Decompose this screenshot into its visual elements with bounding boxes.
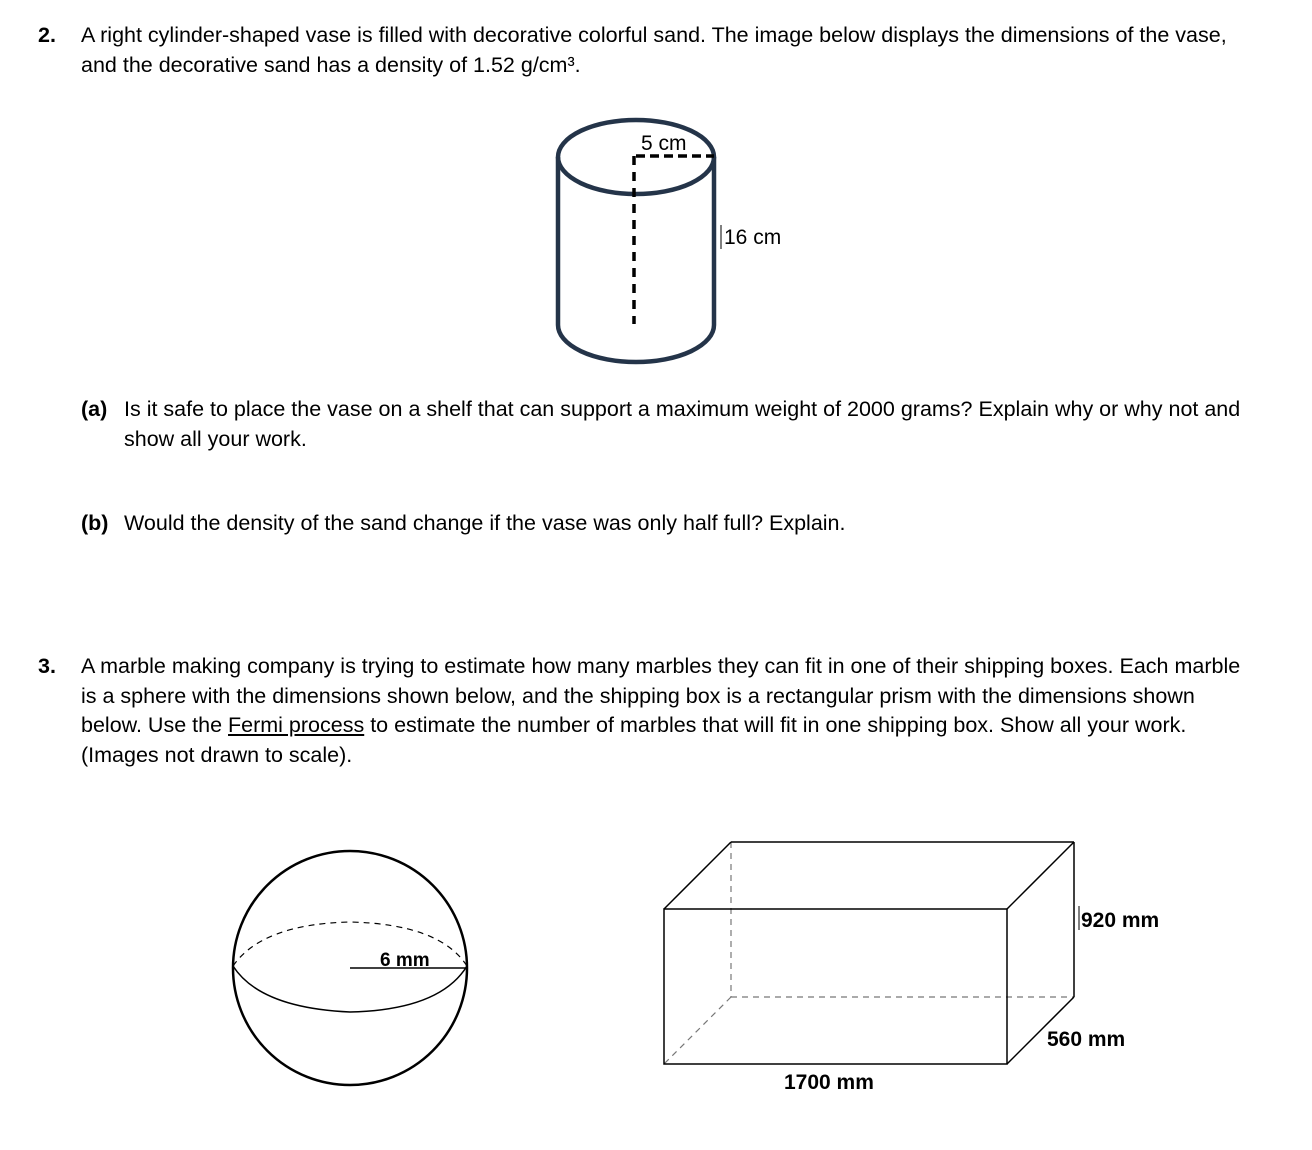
part-a-text: Is it safe to place the vase on a shelf that can support a maximum weight of 2000 grams? Explain why or why not and show all your work. <box>124 397 1241 451</box>
question-2-text: A right cylinder-shaped vase is filled with decorative colorful sand. The image below displays the dimensions of the vase, and the decorative sand has a density of 1.52 g/cm³. <box>81 23 1227 77</box>
box-front-face <box>664 909 1007 1064</box>
question-3-number: 3. <box>38 654 56 678</box>
box-length-label: 1700 mm <box>784 1071 874 1094</box>
part-b-text: Would the density of the sand change if the vase was only half full? Explain. <box>124 511 846 535</box>
fermi-process-link: Fermi process <box>228 713 365 737</box>
box-depth-label: 560 mm <box>1047 1028 1126 1051</box>
cylinder-radius-label: 5 cm <box>641 132 687 155</box>
part-b-label: (b) <box>81 511 109 535</box>
box-hidden-edges <box>664 842 1074 1064</box>
question-3-text-before: A marble making company is trying to estimate how many marbles they can fit in one of their shipping boxes. Each marble is a sphere with the dimensions shown below, and the shipping box is a rectangular prism with the dimensions shown below. Use the <box>81 654 1241 737</box>
sphere-radius-label: 6 mm <box>380 950 430 971</box>
part-a-label: (a) <box>81 397 108 421</box>
cylinder-height-label: 16 cm <box>724 226 782 249</box>
box-height-label: 920 mm <box>1081 909 1160 932</box>
question-3-text-after: to estimate the number of marbles that will fit in one shipping box. Show all your work. (Images not drawn to scale). <box>81 713 1187 767</box>
question-2-number: 2. <box>38 23 56 47</box>
box-visible-edges <box>664 842 1074 1064</box>
